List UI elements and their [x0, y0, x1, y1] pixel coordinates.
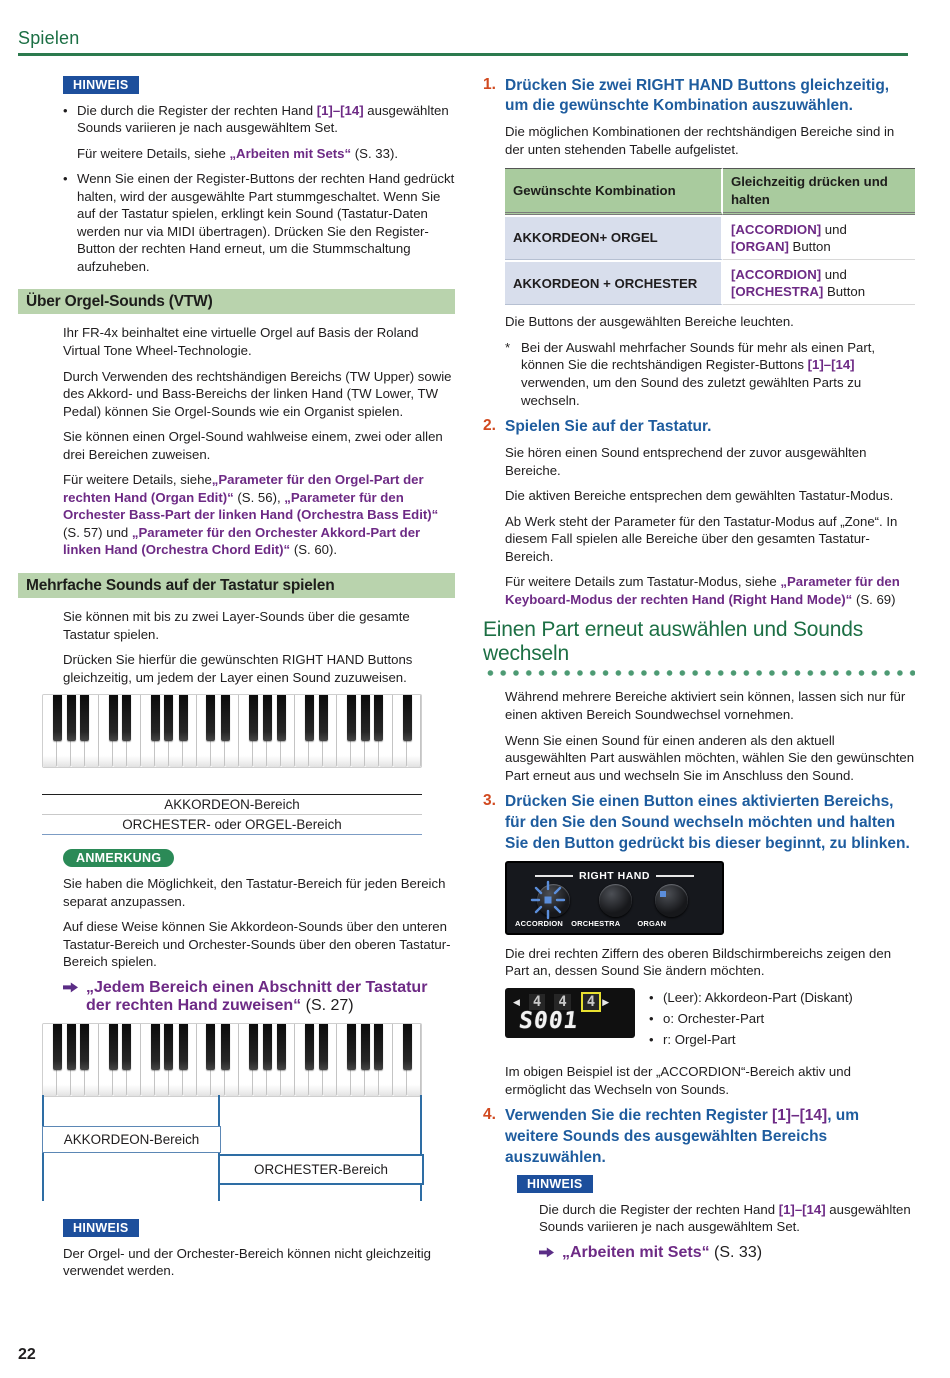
reference-line [63, 979, 455, 1015]
black-key [67, 695, 76, 741]
paragraph-with-links: Für weitere Details, siehe„Parameter für den Orgel-Part der rechten Hand (Organ Edit)“ (S. 56), „Parameter für den Orchester Bass-Part der linken Hand (Orchestra Bass Edit)“ (S. 57) und „Parameter für den Orchester Akkord-Part der linken Hand (Orchestra Chord Edit)“ (S. 60). [63, 472, 439, 558]
black-key [319, 695, 328, 741]
paragraph: Sie hören einen Sound entsprechend der zuvor ausgewählten Bereiche. [505, 445, 867, 478]
paragraph: Wenn Sie einen Sound für einen anderen als den aktuell ausgewählten Part auswählen möchten, wählen Sie den gewünschten Part erneut aus und wechseln Sie im Anschluss den Sound. [505, 732, 915, 783]
page-number: 22 [18, 1346, 36, 1363]
step-1 [483, 76, 915, 118]
divider-blue [42, 834, 422, 835]
combination-table [505, 166, 915, 307]
arrow-right-icon [63, 982, 78, 993]
lcd-digit-3-highlighted: 4 [583, 994, 599, 1010]
panel-title: RIGHT HAND [579, 869, 650, 882]
black-key [263, 695, 272, 741]
paragraph: Ihr FR-4x beinhaltet eine virtuelle Orgel auf Basis der Roland Virtual Tone Wheel-Technologie. [63, 325, 419, 358]
zone-line-right [420, 1095, 422, 1201]
black-key [164, 1024, 173, 1070]
left-column [18, 76, 455, 1289]
combo-cell: AKKORDEON+ ORGEL [505, 217, 723, 260]
paragraph-with-link: Für weitere Details zum Tastatur-Modus, siehe „Parameter für den Keyboard-Modus der rechten Hand (Right Hand Mode)“ (S. 69) [505, 574, 900, 607]
paragraph: Im obigen Beispiel ist der „ACCORDION“-Bereich aktiv und ermöglicht das Wechseln von Sounds. [505, 1064, 851, 1097]
black-key [403, 1024, 412, 1070]
table-header-row [505, 168, 915, 214]
reference-text: „Arbeiten mit Sets“ (S. 33) [562, 1243, 763, 1261]
paragraph: Der Orgel- und der Orchester-Bereich können nicht gleichzeitig verwendet werden. [63, 1245, 431, 1279]
reference-line [539, 1244, 915, 1262]
section-change-body [505, 688, 915, 784]
right-column [483, 76, 915, 1289]
black-key [122, 695, 131, 741]
table-row [505, 217, 915, 260]
table-row [505, 262, 915, 305]
accordion-label: ACCORDION [515, 918, 564, 928]
zone-label-accordion: AKKORDEON-Bereich [164, 797, 300, 813]
legend-item: • (Leer): Akkordeon-Part (Diskant) [649, 990, 853, 1005]
step-number: 2. [483, 417, 496, 435]
panel-rule-left [535, 875, 573, 877]
keyboard-graphic [42, 694, 422, 768]
sets-ref-link[interactable]: „Arbeiten mit Sets“ [562, 1243, 710, 1261]
step-4 [483, 1106, 915, 1169]
lcd-value: S001 [517, 1008, 580, 1034]
section-title-multi-sounds: Mehrfache Sounds auf der Tastatur spielen [18, 573, 455, 598]
accordion-button-ref[interactable]: [ACCORDION] [731, 221, 822, 237]
black-key [249, 695, 258, 741]
black-key [319, 1024, 328, 1070]
hinweis-bullet-1: • Die durch die Register der rechten Hand [1]–[14] ausgewählten Sounds variieren je nach ausgewähltem Set. [63, 102, 455, 137]
black-key [206, 1024, 215, 1070]
register-ref-link[interactable]: [1]–[14] [807, 357, 855, 373]
black-key [53, 695, 62, 741]
black-key [151, 695, 160, 741]
paragraph: Die aktiven Bereiche entsprechen dem gewählten Tastatur-Modus. [505, 488, 894, 504]
section-vtw-body [63, 324, 455, 559]
black-key [305, 695, 314, 741]
reference-text: „Jedem Bereich einen Abschnitt der Tastatur der rechten Hand zuweisen“ (S. 27) [86, 978, 428, 1014]
zone-box-accordion: AKKORDEON-Bereich [42, 1126, 221, 1153]
black-key [80, 695, 89, 741]
paragraph: Die möglichen Kombinationen der rechtshändigen Bereiche sind in der unten stehenden Tabelle aufgelistet. [505, 124, 895, 157]
section-title-vtw: Über Orgel-Sounds (VTW) [18, 289, 455, 314]
step-heading: Drücken Sie einen Button eines aktivierten Bereichs, für den Sie den Sound wechseln möchten und halten Sie den Button gedrückt bis dieser beginnt, zu blinken. [505, 793, 910, 852]
black-key [305, 1024, 314, 1070]
black-key [164, 695, 173, 741]
step-heading: Drücken Sie zwei RIGHT HAND Buttons gleichzeitig, um die gewünschte Kombination auszuwählen. [505, 76, 890, 115]
paragraph: Sie können mit bis zu zwei Layer-Sounds über die gesamte Tastatur spielen. [63, 608, 410, 642]
hinweis-box-3 [517, 1175, 915, 1262]
register-ref-link[interactable]: [1]–[14] [772, 1107, 828, 1125]
step-heading: Verwenden Sie die rechten Register [1]–[14], um weitere Sounds des ausgewählten Bereichs auszuwählen. [505, 1107, 860, 1166]
paragraph: Auf diese Weise können Sie Akkordeon-Sounds über den unteren Tastatur-Bereich und Orchester-Sounds über den oberen Tastatur-Bereich spielen. [63, 919, 451, 970]
orchestra-chord-edit-ref-link[interactable]: „Parameter für den Orchester Akkord-Part der linken Hand (Orchestra Chord Edit)“ [63, 524, 421, 558]
footnote: * Bei der Auswahl mehrfacher Sounds für mehr als einen Part, können Sie die rechtshändigen Register-Buttons [1]–[14] verwenden, um den Sound des zuletzt gewählten Parts zu wechseln. [505, 339, 876, 408]
step-number: 4. [483, 1106, 496, 1124]
lcd-digit-1: 4 [529, 994, 545, 1010]
organ-led-icon [660, 891, 666, 897]
accordion-button-ref[interactable]: [ACCORDION] [731, 267, 822, 283]
black-key [122, 1024, 131, 1070]
black-key [277, 1024, 286, 1070]
organ-label: ORGAN [637, 918, 667, 928]
arrow-right-icon [539, 1247, 554, 1258]
black-key [249, 1024, 258, 1070]
black-key [80, 1024, 89, 1070]
step-1-body [505, 123, 915, 409]
orchestra-bass-edit-ref-link[interactable]: „Parameter für den Orchester Bass-Part der linken Hand (Orchestra Bass Edit)“ [63, 489, 439, 523]
black-key [347, 695, 356, 741]
paragraph: Während mehrere Bereiche aktiviert sein können, lassen sich nur für einen aktiven Bereich Soundwechsel vornehmen. [505, 689, 906, 722]
right-hand-mode-ref-link[interactable]: „Parameter für den Keyboard-Modus der rechten Hand (Right Hand Mode)“ [505, 574, 900, 607]
dotted-divider [483, 668, 915, 676]
zone-label-orchester-orgel: ORCHESTER- oder ORGEL-Bereich [122, 817, 342, 833]
paragraph: Drücken Sie hierfür die gewünschten RIGHT HAND Buttons gleichzeitig, um jedem der Layer einen Sound zuzuweisen. [63, 652, 413, 685]
anmerkung-badge: ANMERKUNG [63, 849, 174, 867]
step-number: 3. [483, 792, 496, 810]
black-key [221, 695, 230, 741]
black-key [53, 1024, 62, 1070]
lcd-digit-2: 4 [554, 994, 570, 1010]
paragraph: Durch Verwenden des rechtshändigen Bereichs (TW Upper) sowie des Akkord- und Bass-Bereichs der linken Hand (TW Lower, TW Pedal) können Sie Orgel-Sounds wie ein Organist spielen. [63, 368, 452, 419]
left-triangle-icon: ◀ [513, 996, 520, 1007]
buttons-cell: [ACCORDION] und [ORCHESTRA] Button [723, 262, 915, 305]
black-key [374, 1024, 383, 1070]
buttons-cell: [ACCORDION] und [ORGAN] Button [723, 217, 915, 260]
right-hand-panel-image [505, 861, 724, 935]
orchestra-knob [599, 884, 632, 917]
hinweis-badge: HINWEIS [63, 1219, 139, 1237]
register-ref-link[interactable]: [1]–[14] [778, 1201, 826, 1217]
page-header [0, 0, 950, 56]
display-row [505, 988, 915, 1053]
hinweis-bullet-1b: Für weitere Details, siehe „Arbeiten mit Sets“ (S. 33). [77, 145, 399, 161]
step-3 [483, 792, 915, 855]
hinweis-box-1 [63, 76, 455, 276]
keyboard-diagram-2 [42, 1023, 422, 1203]
step-heading: Spielen Sie auf der Tastatur. [505, 418, 712, 436]
black-key [206, 695, 215, 741]
paragraph: Die drei rechten Ziffern des oberen Bildschirmbereichs zeigen den Part an, dessen Sound Sie ändern möchten. [505, 945, 892, 979]
hinweis-badge: HINWEIS [63, 76, 139, 94]
black-key [263, 1024, 272, 1070]
black-key [109, 1024, 118, 1070]
step-2-body [505, 444, 915, 608]
legend-item: • r: Orgel-Part [649, 1032, 853, 1047]
content-columns [0, 56, 950, 1289]
black-key [403, 695, 412, 741]
black-key [374, 695, 383, 741]
black-key [179, 695, 188, 741]
hinweis-bullet-2: • Wenn Sie einen der Register-Buttons der rechten Hand gedrückt halten, wird der ausgewählte Part stummgeschaltet. Wenn Sie auf der Tastatur spielen, erklingt kein Sound (Tastatur-Daten werden nur via MIDI übertragen). Drücken Sie den Register-Button der rechten Hand erneut, um die Stummschaltung aufzuheben. [63, 170, 455, 275]
black-key [361, 695, 370, 741]
column-header-buttons: Gleichzeitig drücken und halten [723, 168, 915, 214]
paragraph: Die durch die Register der rechten Hand [1]–[14] ausgewählten Sounds variieren je nach ausgewähltem Set. [539, 1201, 911, 1235]
organ-edit-ref-link[interactable]: „Parameter für den Orgel-Part der rechten Hand (Organ Edit)“ [63, 472, 424, 505]
black-key [221, 1024, 230, 1070]
right-triangle-icon: ▶ [602, 996, 610, 1007]
orchestra-button-ref[interactable]: [ORCHESTRA] [731, 284, 824, 300]
hinweis-badge: HINWEIS [517, 1175, 593, 1193]
black-key [67, 1024, 76, 1070]
black-key [179, 1024, 188, 1070]
anmerkung-box [63, 849, 455, 1015]
step-number: 1. [483, 75, 496, 93]
orchestra-label: ORCHESTRA [571, 918, 621, 928]
panel-rule-right [656, 875, 694, 877]
combo-cell: AKKORDEON + ORCHESTER [505, 262, 723, 305]
lcd-display-image [505, 988, 635, 1038]
step-2 [483, 417, 915, 438]
sets-ref-link[interactable]: „Arbeiten mit Sets“ [229, 145, 352, 161]
black-key [109, 695, 118, 741]
paragraph: Sie haben die Möglichkeit, den Tastatur-Bereich für jeden Bereich separat anzupassen. [63, 876, 446, 909]
column-header-combination: Gewünschte Kombination [505, 168, 723, 214]
black-key [361, 1024, 370, 1070]
blinking-led-icon [523, 879, 573, 921]
section-title-change-part: Einen Part erneut auswählen und Sounds wechseln [483, 618, 864, 666]
black-key [277, 695, 286, 741]
paragraph: Ab Werk steht der Parameter für den Tastatur-Modus auf „Zone“. In diesem Fall spielen alle Bereiche über den gesamten Tastatur-Bereich. [505, 513, 898, 564]
black-key [347, 1024, 356, 1070]
organ-knob [655, 884, 688, 917]
hinweis-box-2 [63, 1219, 455, 1280]
paragraph: Sie können einen Orgel-Sound wahlweise einem, zwei oder allen drei Bereichen zuweisen. [63, 429, 443, 462]
organ-button-ref[interactable]: [ORGAN] [731, 238, 789, 254]
zone-box-orchester: ORCHESTER-Bereich [218, 1154, 424, 1185]
register-ref-link[interactable]: [1]–[14] [316, 102, 364, 118]
keyboard-zone-labels-1 [42, 794, 422, 835]
black-key [151, 1024, 160, 1070]
keyboard-diagram-1 [42, 694, 422, 768]
lcd-legend [649, 988, 853, 1053]
paragraph: Die Buttons der ausgewählten Bereiche leuchten. [505, 314, 794, 330]
keyboard-section-ref-link[interactable]: „Jedem Bereich einen Abschnitt der Tastatur der rechten Hand zuweisen“ [86, 978, 428, 1014]
keyboard-graphic [42, 1023, 422, 1097]
legend-item: • o: Orchester-Part [649, 1011, 853, 1026]
page-title: Spielen [18, 28, 80, 48]
section-multi-body [63, 608, 455, 686]
